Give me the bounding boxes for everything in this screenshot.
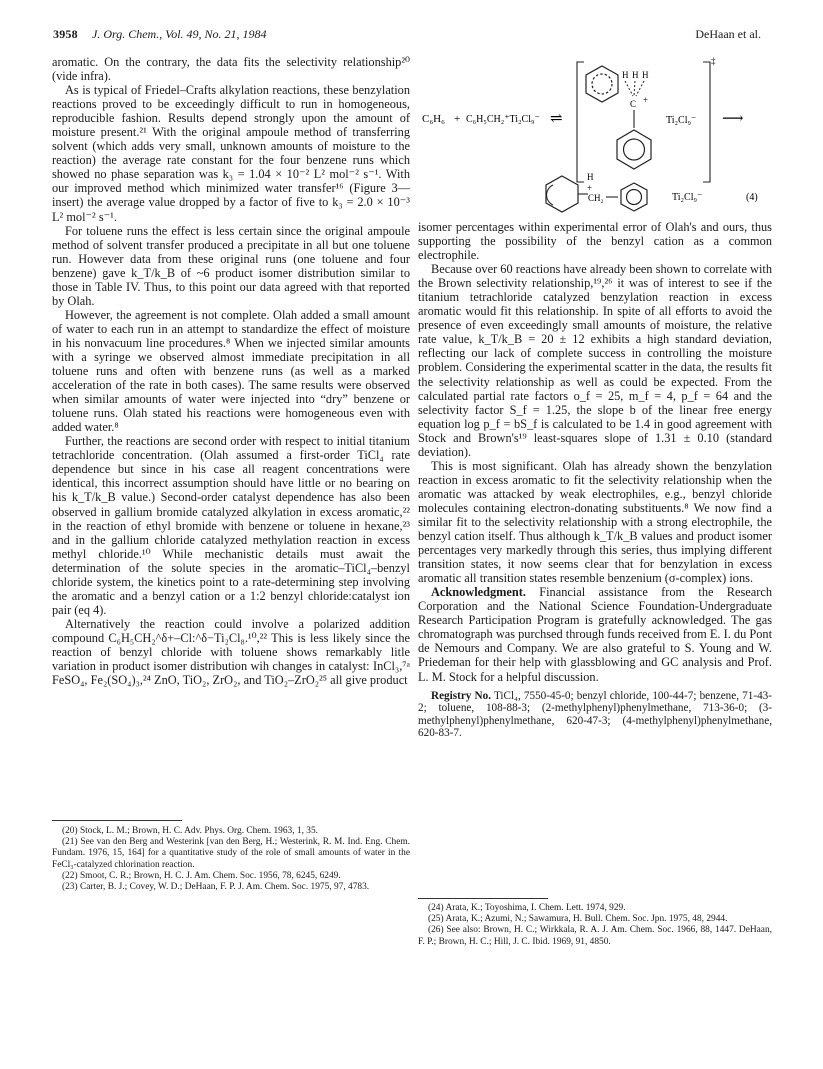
right-column: [418, 220, 772, 740]
left-column: [52, 55, 410, 687]
h-label: H: [642, 70, 649, 80]
acknowledgment: [418, 585, 772, 683]
counter-anion: Ti₂Cl₉⁻: [672, 192, 703, 203]
paragraph: As is typical of Friedel–Crafts alkylation reactions, these benzylation reactions proved to be exceedingly difficult to run in homogeneous, reproducible fashion. Results depend strongly upon the amount of moisture present.²¹ With the original ampoule method of transferring solvent (which adds very small, unknown amounts of moisture to the reaction) the average rate constant for the four benzene runs which showed no phase separation was k₃ = 1.04 × 10⁻² L² mol⁻² s⁻¹. With our improved method which minimized water transfer¹⁶ (Figure 3—insert) the average value dropped by a factor of five to k₃ = 2.0 × 10⁻³ L² mol⁻² s⁻¹.: [52, 83, 410, 224]
benzene-ring-icon: [586, 66, 618, 102]
paragraph: isomer percentages within experimental error of Olah's and ours, thus supporting the possibility of the benzyl cation as a common electrophile.: [418, 220, 772, 263]
phenyl-ring-icon: [621, 183, 647, 211]
running-authors: DeHaan et al.: [695, 27, 761, 41]
paragraph: However, the agreement is not complete. Olah added a small amount of water to each run in an attempt to standardize the effect of moisture in his nonvacuum line procedures.⁸ When we injected similar amounts with a syringe we observed almost immediate precipitation in all toluene runs and often with benzene runs (as well as a marked acceleration of the rate in both cases). The same results were observed when similar amounts of water were injected into “dry” benzene or toluene runs. Olah stated his reactions were homogeneous even with added water.⁸: [52, 307, 410, 435]
phenyl-ring-icon: [617, 130, 651, 169]
equilibrium-arrow: ⇌: [550, 111, 563, 127]
paragraph: For toluene runs the effect is less certain since the original ampoule method of solvent transfer produced a precipitate in all but one toluene run. However data from these original runs (one toluene and four benzene) gave k_T/k_B of ~6 product isomer distribution similar to those in Table IV. Thus, to this point our data agreed with that reported by Olah.: [52, 223, 410, 308]
ch2-label: CH₂: [588, 193, 604, 203]
paragraph: Alternatively the reaction could involve a polarized addition compound C₆H₅CH₂^δ+–Cl:^δ−Ti₂Cl₈.¹⁰,²² This is less likely since the reaction of benzyl chloride with toluene shows remarkably litle variation in product isomer distribution wih changes in catalyst: InCl₃,⁷ᵃ FeSO₄, Fe₂(SO₄)₃,²⁴ ZnO, TiO₂, ZrO₂, and TiO₂–ZrO₂²⁵ all give product: [52, 616, 410, 688]
equation-number: (4): [746, 192, 758, 203]
footnote: (21) See van den Berg and Westerink [van den Berg, H.; Westerink, R. M. Ind. Eng. Chem. Fundam. 1976, 15, 164] for a quantitative study of the role of small amounts of water in the FeCl₃-catalyzed chlorination reaction.: [52, 837, 410, 870]
benzene-label: C₆H₆: [422, 113, 445, 125]
footnote: (23) Carter, B. J.; Covey, W. D.; DeHaan, F. P. J. Am. Chem. Soc. 1975, 97, 4783.: [62, 882, 370, 893]
paragraph: aromatic. On the contrary, the data fits the selectivity relationship²⁰ (vide infra).: [52, 55, 410, 84]
paragraph: This is most significant. Olah has already shown the benzylation reaction in excess aromatic to fit the selectivity relationship when the aromatic was attacked by weak electrophiles, e.g., benzyl chloride molecules containing electron-donating substituents.⁸ We now find a similar fit to the selectivity relationship with a strong electrophile, the benzyl cation itself. Thus although k_T/k_B values and product isomer percentages very markedly through this series, thus implying different transition states, it now seems clear that for benzylation in excess aromatic all transition states resemble benzenium (σ-complex) ions.: [418, 458, 772, 586]
footnote: (20) Stock, L. M.; Brown, H. C. Adv. Phys. Org. Chem. 1963, 1, 35.: [62, 826, 318, 836]
h-label: H: [622, 70, 629, 80]
journal-citation: J. Org. Chem., Vol. 49, No. 21, 1984: [92, 27, 267, 41]
paragraph: Further, the reactions are second order with respect to initial titanium tetrachloride concentration. (Olah assumed a first-order TiCl₄ rate dependence but since in his case all reagent concentrations were identical, this incorrect assumption should have little or no bearing on his k_T/k_B value.) Second-order catalyst dependence has also been observed in gallium bromide catalyzed alkylation in excess aromatic,²² in the reaction of ethyl bromide with benzene or toluene in hexane,²³ and in the gallium chloride catalyzed methylation reaction in excess methyl chloride.¹⁰ While mechanistic details must await the determination of the solute species in the aromatic–TiCl₄–benzyl chloride system, the kinetics point to a rate-determining step involving the aromatic and a benzyl cation or a 1:2 benzyl chloride:catalyst ion pair (eq 4).: [52, 434, 410, 617]
benzyl-cation-reagent: C₆H₅CH₂⁺Ti₂Cl₉⁻: [466, 114, 540, 125]
footnote: (24) Arata, K.; Toyoshima, I. Chem. Lett. 1974, 929.: [428, 903, 626, 913]
arenium-ring-icon: [546, 176, 578, 212]
acknowledgment-heading: Acknowledgment.: [431, 585, 526, 600]
acknowledgment-text: Financial assistance from the Research Corporation and the National Science Foundation-Undergraduate Research Participation Program is gratefully acknowledged. The gas chromatograph was purchsed through funds received from E. I. du Pont de Nemours and Company. We are also grateful to S. Young and W. Priedeman for their help with glassblowing and GC analysis and Prof. L. M. Stock for a helpful discussion.: [418, 585, 772, 684]
dagger-mark: ‡: [711, 56, 716, 66]
registry-text: TiCl₄, 7550-45-0; benzyl chloride, 100-44-7; benzene, 71-43-2; toluene, 108-88-3; (2-methylphenyl)phenylmethane, 713-36-0; (3-methylphenyl)phenylmethane, 620-47-3; (4-methylphenyl)phenylmethane, 620-83-7.: [418, 689, 772, 740]
registry-heading: Registry No.: [431, 689, 491, 702]
forward-arrow: ⟶: [722, 111, 744, 127]
carbon-label: C: [630, 99, 637, 109]
reaction-scheme-drawing: [420, 52, 780, 217]
footnote-rule: [418, 898, 548, 899]
h-label: H: [632, 70, 639, 80]
footnote: (22) Smoot, C. R.; Brown, H. C. J. Am. Chem. Soc. 1956, 78, 6245, 6249.: [62, 870, 341, 881]
positive-charge: +: [643, 95, 649, 105]
footnote: (25) Arata, K.; Azumi, N.; Sawamura, H. Bull. Chem. Soc. Jpn. 1975, 48, 2944.: [428, 914, 728, 925]
reaction-scheme: [420, 52, 780, 217]
bond-lines: [625, 81, 644, 96]
footnote: (26) See also: Brown, H. C.; Wirkkala, R. A. J. Am. Chem. Soc. 1966, 88, 1447. DeHaan, F. P.; Brown, H. C.; Hill, J. C. Ibid. 1969, 91, 4850.: [418, 925, 772, 947]
registry-numbers: [418, 690, 772, 740]
footnotes-left: [52, 826, 410, 893]
paragraph: Because over 60 reactions have already been shown to correlate with the Brown selectivity relationship,¹⁹,²⁶ it was of interest to see if the titanium tetrachloride catalyzed benzylation reaction in excess aromatic would fit this relationship. In spite of all efforts to avoid the presence of even exceedingly small amounts of moisture, the relative rate value, k_T/k_B = 20 ± 12 exhibits a high standard deviation, reflecting our lack of complete success in controlling the moisture problem. Considering the experimental scatter in the data, the results fit the selectivity relationship as well as could be expected. From the calculated partial rate factors o_f = 25, m_f = 4, p_f = 64 and the selectivity factor S_f = 1.25, the slope b of the linear free energy equation log p_f = bS_f is calculated to be 1.4 in good agreement with Stock and Brown's¹⁹ least-squares slope of 1.31 ± 0.10 (standard deviation).: [418, 262, 772, 459]
footnotes-right: [418, 903, 772, 948]
page-number: 3958: [53, 27, 78, 41]
plus-sign: +: [454, 113, 461, 125]
counter-anion: Ti₂Cl₉⁻: [666, 115, 697, 126]
h-label: H: [587, 172, 594, 182]
footnote-rule: [52, 820, 182, 821]
positive-charge: +: [587, 183, 593, 193]
